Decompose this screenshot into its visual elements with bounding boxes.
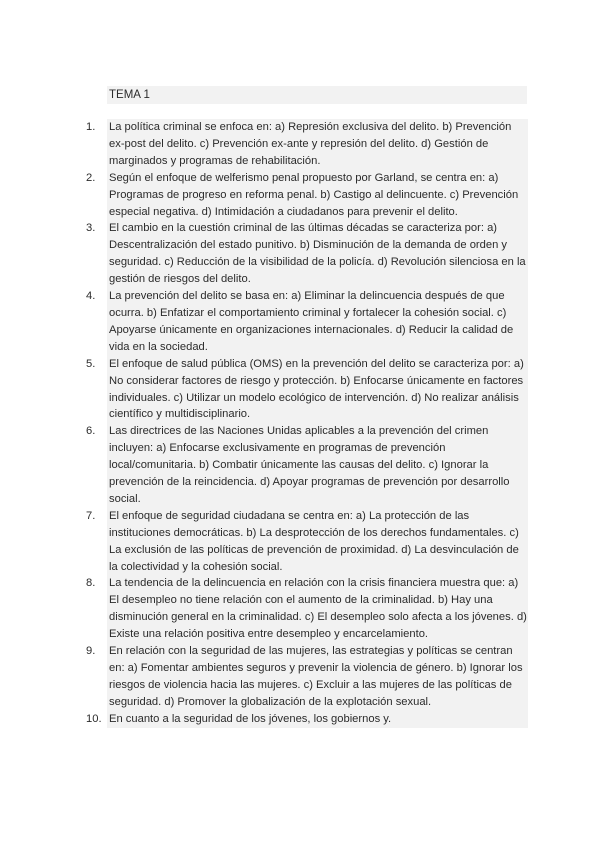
question-item	[86, 643, 528, 711]
question-item	[86, 288, 528, 356]
question-item	[86, 220, 528, 288]
question-text: El cambio en la cuestión criminal de las últimas décadas se caracteriza por: a) Descentralización del estado punitivo. b) Disminución de la demanda de orden y seguridad. c) Reducción de la visibilidad de la policía. d) Revolución silenciosa en la gestión de riesgos del delito.	[107, 220, 528, 288]
question-item	[86, 356, 528, 424]
question-text: Según el enfoque de welferismo penal propuesto por Garland, se centra en: a) Programas de progreso en reforma penal. b) Castigo al delincuente. c) Prevención especial negativa. d) Intimidación a ciudadanos para prevenir el delito.	[107, 170, 528, 221]
question-list	[86, 119, 528, 728]
question-number: 9.	[86, 645, 96, 658]
question-number: 7.	[86, 509, 96, 522]
question-number: 3.	[86, 222, 96, 235]
question-item	[86, 423, 528, 508]
question-text: El enfoque de seguridad ciudadana se centra en: a) La protección de las instituciones democráticas. b) La desprotección de los derechos fundamentales. c) La exclusión de las políticas de prevención de proximidad. d) La desvinculación de la colectividad y la cohesión social.	[107, 508, 528, 576]
question-text: El enfoque de salud pública (OMS) en la prevención del delito se caracteriza por: a) No considerar factores de riesgo y protección. b) Enfocarse únicamente en factores individuales. c) Utilizar un modelo ecológico de intervención. d) No realizar análisis científico y multidisciplinario.	[107, 356, 528, 424]
question-text: La prevención del delito se basa en: a) Eliminar la delincuencia después de que ocurra. b) Enfatizar el comportamiento criminal y fortalecer la cohesión social. c) Apoyarse únicamente en organizaciones internacionales. d) Reducir la calidad de vida en la sociedad.	[107, 288, 528, 356]
question-item	[86, 119, 528, 170]
question-number: 6.	[86, 425, 96, 438]
question-number: 10.	[86, 712, 102, 725]
question-item	[86, 711, 528, 728]
question-text: En cuanto a la seguridad de los jóvenes, los gobiernos y.	[107, 711, 528, 728]
question-number: 5.	[86, 357, 96, 370]
question-text: Las directrices de las Naciones Unidas aplicables a la prevención del crimen incluyen: a) Enfocarse exclusivamente en programas de prevención local/comunitaria. b) Combatir únicamente las causas del delito. c) Ignorar la prevención de la reincidencia. d) Apoyar programas de prevención por desarrollo social.	[107, 423, 528, 508]
question-item	[86, 170, 528, 221]
question-number: 2.	[86, 171, 96, 184]
question-number: 8.	[86, 577, 96, 590]
question-text: La política criminal se enfoca en: a) Represión exclusiva del delito. b) Prevención ex-post del delito. c) Prevención ex-ante y represión del delito. d) Gestión de marginados y programas de rehabilitación.	[107, 119, 528, 170]
question-item	[86, 575, 528, 643]
question-text: La tendencia de la delincuencia en relación con la crisis financiera muestra que: a) El desempleo no tiene relación con el aumento de la criminalidad. b) Hay una disminución general en la criminalidad. c) El desempleo solo afecta a los jóvenes. d) Existe una relación positiva entre desempleo y encarcelamiento.	[107, 575, 528, 643]
question-text: En relación con la seguridad de las mujeres, las estrategias y políticas se centran en: a) Fomentar ambientes seguros y prevenir la violencia de género. b) Ignorar los riesgos de violencia hacia las mujeres. c) Excluir a las mujeres de las políticas de seguridad. d) Promover la globalización de la explotación sexual.	[107, 643, 528, 711]
document-title: TEMA 1	[107, 86, 527, 104]
question-number: 4.	[86, 290, 96, 303]
question-number: 1.	[86, 121, 96, 133]
question-item	[86, 508, 528, 576]
